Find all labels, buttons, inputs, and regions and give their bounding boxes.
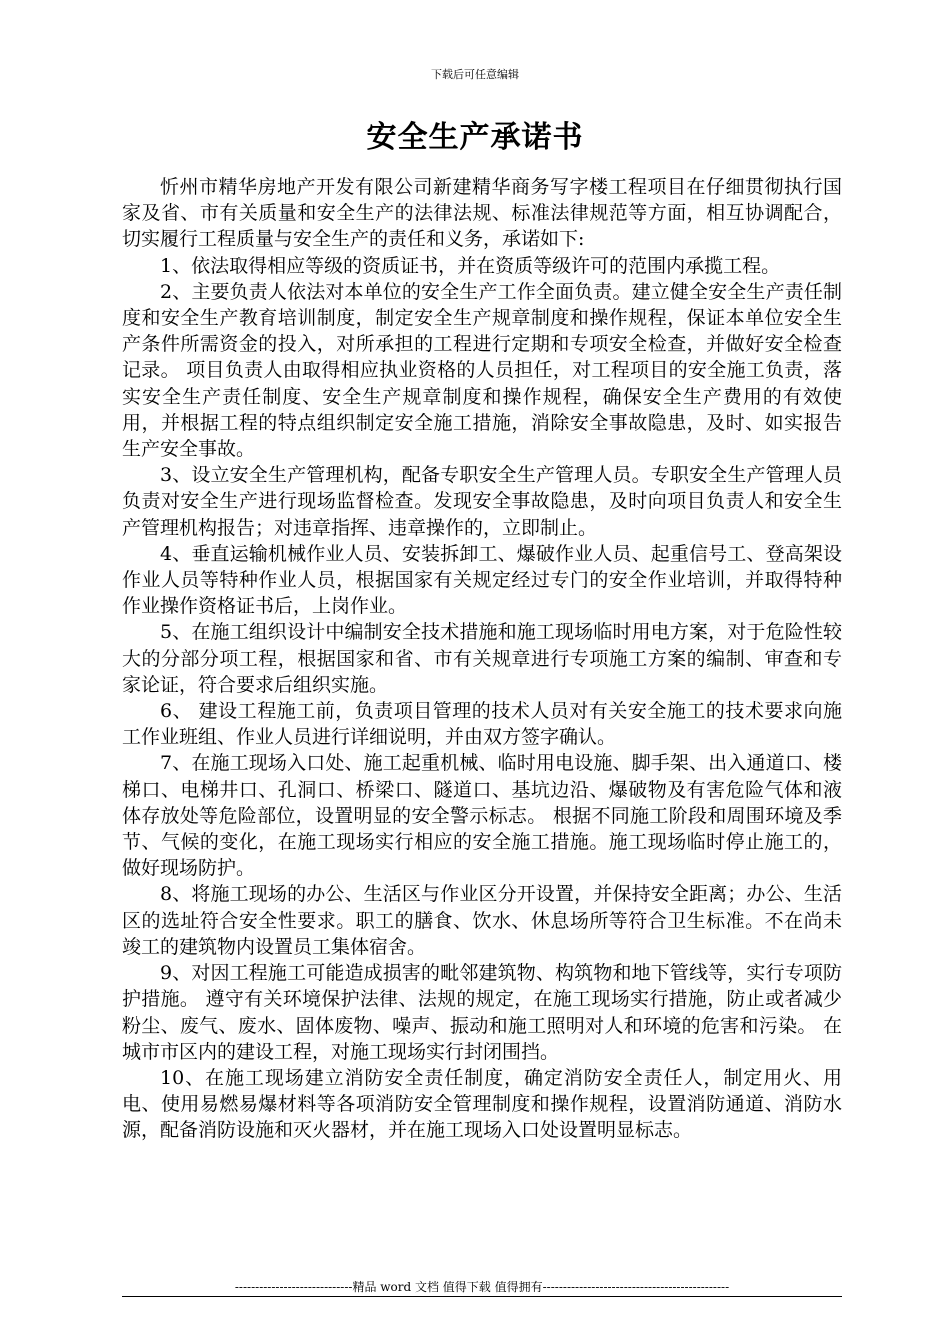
clause-5: 5、在施工组织设计中编制安全技术措施和施工现场临时用电方案，对于危险性较大的分部分项工程，根据国家和省、市有关规章进行专项施工方案的编制、审查和专家论证，符合要求后组织实施。	[122, 621, 842, 696]
clause-1: 1、依法取得相应等级的资质证书，并在资质等级许可的范围内承揽工程。	[160, 254, 781, 277]
document-body	[122, 174, 842, 1144]
clause-7: 7、在施工现场入口处、施工起重机械、临时用电设施、脚手架、出入通道口、楼梯口、电梯井口、孔洞口、桥梁口、隧道口、基坑边沿、爆破物及有害危险气体和液体存放处等危险部位，设置明显的安全警示标志。 根据不同施工阶段和周围环境及季节、气候的变化，在施工现场实行相应的安全施工措施。施工现场临时停止施工的，做好现场防护。	[122, 752, 842, 880]
clause-8: 8、将施工现场的办公、生活区与作业区分开设置，并保持安全距离；办公、生活区的选址符合安全性要求。职工的膳食、饮水、休息场所等符合卫生标准。不在尚未竣工的建筑物内设置员工集体宿舍。	[122, 883, 842, 958]
clause-2: 2、主要负责人依法对本单位的安全生产工作全面负责。建立健全安全生产责任制度和安全生产教育培训制度，制定安全生产规章制度和操作规程，保证本单位安全生产条件所需资金的投入，对所承担的工程进行定期和专项安全检查，并做好安全检查记录。 项目负责人由取得相应执业资格的人员担任，对工程项目的安全施工负责，落实安全生产责任制度、安全生产规章制度和操作规程，确保安全生产费用的有效使用，并根据工程的特点组织制定安全施工措施，消除安全事故隐患，及时、如实报告生产安全事故。	[122, 280, 842, 461]
intro-paragraph: 忻州市精华房地产开发有限公司新建精华商务写字楼工程项目在仔细贯彻执行国家及省、市有关质量和安全生产的法律法规、标准法律规范等方面，相互协调配合，切实履行工程质量与安全生产的责任和义务，承诺如下:	[122, 176, 842, 251]
footer-divider	[122, 1296, 842, 1297]
clause-10: 10、在施工现场建立消防安全责任制度，确定消防安全责任人，制定用火、用电、使用易燃易爆材料等各项消防安全管理制度和操作规程，设置消防通道、消防水源，配备消防设施和灭火器材，并在施工现场入口处设置明显标志。	[122, 1066, 842, 1142]
header-note: 下载后可任意编辑	[431, 68, 519, 81]
document-title: 安全生产承诺书	[366, 120, 584, 155]
clause-9: 9、对因工程施工可能造成损害的毗邻建筑物、构筑物和地下管线等，实行专项防护措施。 遵守有关环境保护法律、法规的规定，在施工现场实行措施，防止或者减少粉尘、废气、废水、固体废物、噪声、振动和施工照明对人和环境的危害和污染。 在城市市区内的建设工程，对施工现场实行封闭围挡。	[122, 962, 842, 1063]
clause-4: 4、垂直运输机械作业人员、安装拆卸工、爆破作业人员、起重信号工、登高架设作业人员等特种作业人员，根据国家有关规定经过专门的安全作业培训，并取得特种作业操作资格证书后，上岗作业。	[122, 542, 842, 618]
clause-3: 3、设立安全生产管理机构，配备专职安全生产管理人员。专职安全生产管理人员负责对安全生产进行现场监督检查。发现安全事故隐患，及时向项目负责人和安全生产管理机构报告；对违章指挥、违章操作的，立即制止。	[122, 464, 842, 539]
footer-note: -----------------------------精品 word 文档 值得下载 值得拥有----------------------------------------------	[234, 1280, 730, 1294]
clause-6: 6、 建设工程施工前，负责项目管理的技术人员对有关安全施工的技术要求向施工作业班组、作业人员进行详细说明，并由双方签字确认。	[122, 700, 842, 749]
